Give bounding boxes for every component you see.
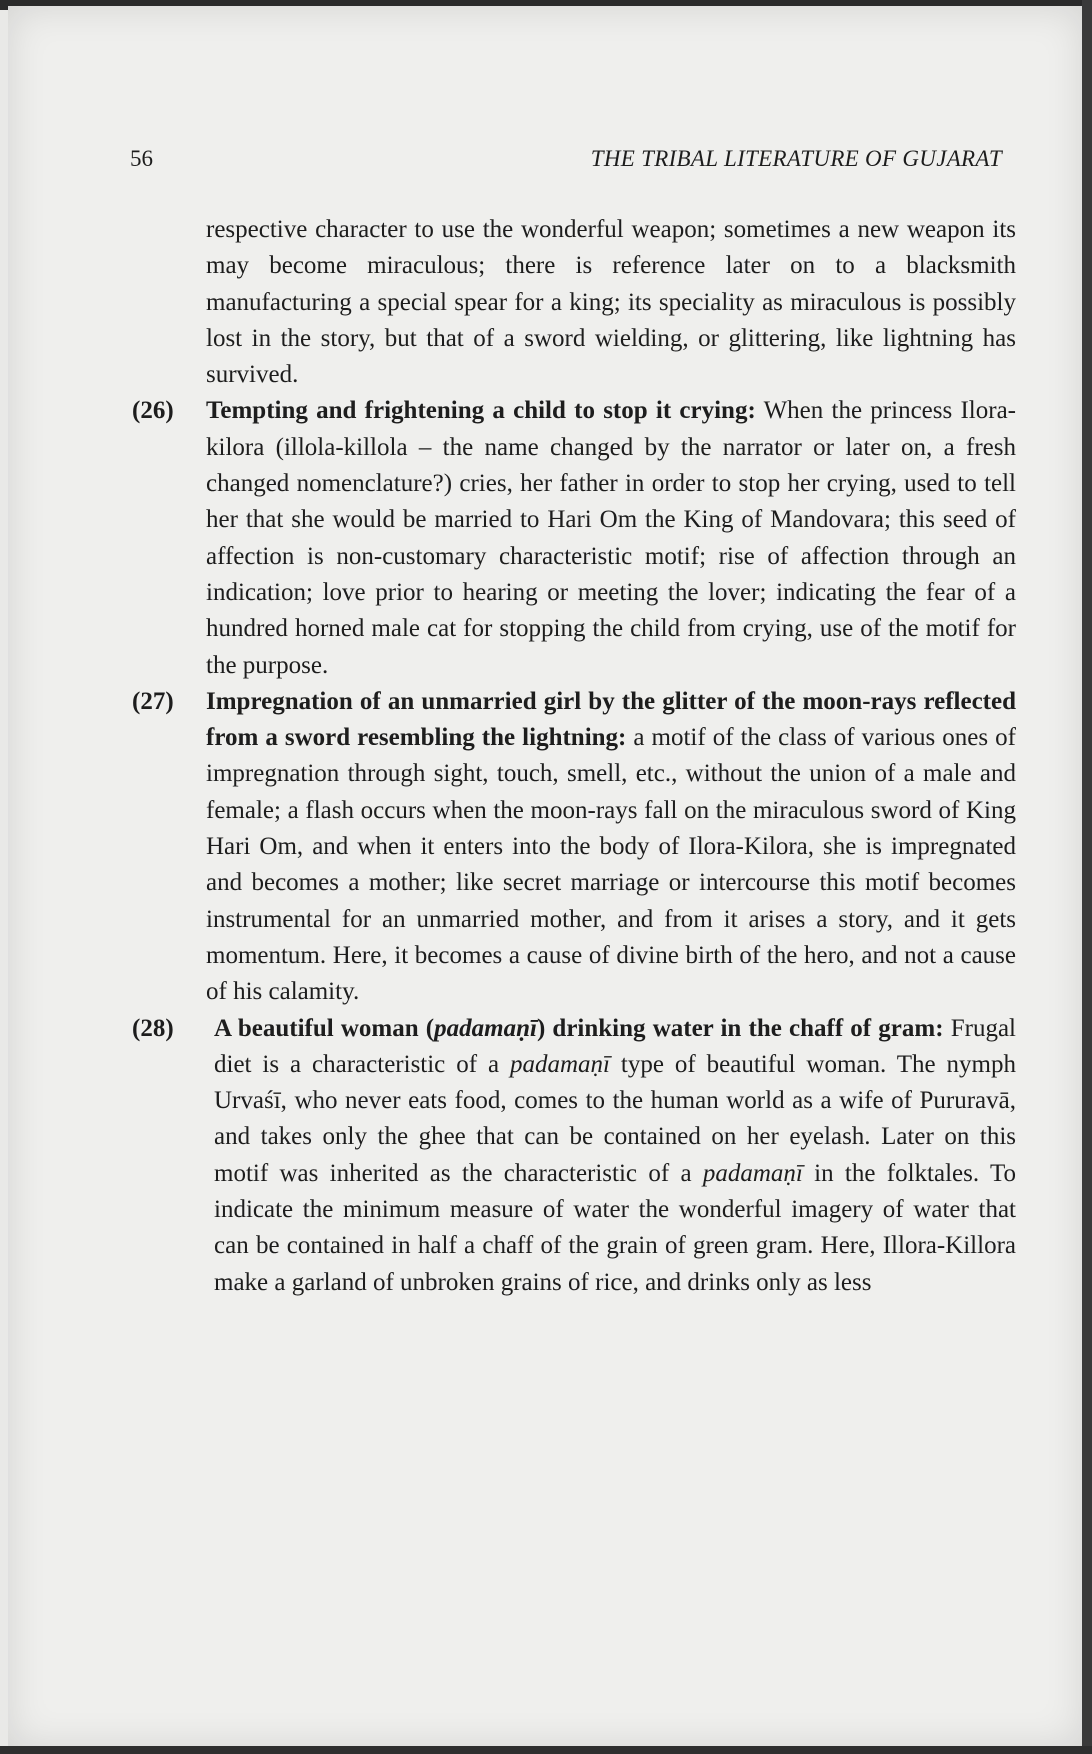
motif-entry-27 (132, 684, 1016, 1011)
motif-entry-28 (132, 1011, 1016, 1301)
page-number: 56 (130, 146, 153, 171)
entry-term: padamaṇī (702, 1159, 803, 1187)
running-head: THE TRIBAL LITERATURE OF GUJARAT (590, 146, 1002, 171)
entry-number: (26) (132, 397, 174, 425)
entry-heading-part: A beautiful woman ( (214, 1014, 435, 1042)
entry-number: (28) (132, 1014, 174, 1042)
page-edge-bottom (0, 1746, 1092, 1754)
entry-body (206, 684, 1016, 1011)
entry-body (206, 393, 1016, 683)
entry-number: (27) (132, 687, 174, 715)
page-header (130, 146, 1002, 176)
entry-heading: Tempting and frightening a child to stop it crying: (206, 397, 756, 425)
entry-term: padamaṇī (510, 1050, 610, 1078)
entry-text: a motif of the class of various ones of impregnation through sight, touch, smell, etc., without the union of a male and female; a flash occurs when the moon-rays fall on the miraculous sword of King Hari Om, and when it enters into the body of Ilora-Kilora, she is impregnated and becomes a mother; like secret marriage or intercourse this motif becomes instrumental for an unmarried mother, and from it arises a story, and it gets momentum. Here, it becomes a cause of divine birth of the hero, and not a cause of his calamity. (206, 724, 1016, 1006)
entry-text: Frugal diet is a characteristic of a (214, 1014, 1016, 1078)
entry-text: type of beautiful woman. The nymph Urvaśī, who never eats food, comes to the human world as a wife of Pururavā, and takes only the ghee that can be contained on her eyelash. Later on this motif was inherited as the characteristic of a (214, 1050, 1017, 1187)
entry-heading-part: ) drinking water in the chaff of gram: (536, 1014, 944, 1042)
page-edge-right (1082, 0, 1092, 1754)
entry-heading: Impregnation of an unmarried girl by the glitter of the moon-rays reflected from a sword resembling the lightning: (206, 687, 1016, 752)
entry-text: When the princess Ilora-kilora (illola-killola – the name changed by the narrator or later on, a fresh changed nomenclature?) cries, her father in order to stop her crying, used to tell her that she would be married to Hari Om the King of Mandovara; this seed of affection is non-customary characteristic motif; rise of affection through an indication; love prior to hearing or meeting the lover; indicating the fear of a hundred horned male cat for stopping the child from crying, use of the motif for the purpose. (206, 397, 1016, 679)
body-text (132, 212, 1016, 1301)
motif-entry-26 (132, 393, 1016, 683)
entry-text: in the folktales. To indicate the minimum measure of water the wonderful imagery of water that can be contained in half a chaff of the grain of green gram. Here, Illora-Killora make a garland of unbroken grains of rice, and drinks only as less (214, 1159, 1016, 1296)
entry-heading-term: padamaṇī (434, 1014, 537, 1042)
entry-body (214, 1011, 1016, 1301)
entry-heading (214, 1015, 944, 1042)
continuation-paragraph: respective character to use the wonderful weapon; sometimes a new weapon its may become miraculous; there is reference later on to a blacksmith manufacturing a special spear for a king; its speciality as miraculous is possibly lost in the story, but that of a sword wielding, or glittering, like lightning has survived. (206, 216, 1016, 389)
